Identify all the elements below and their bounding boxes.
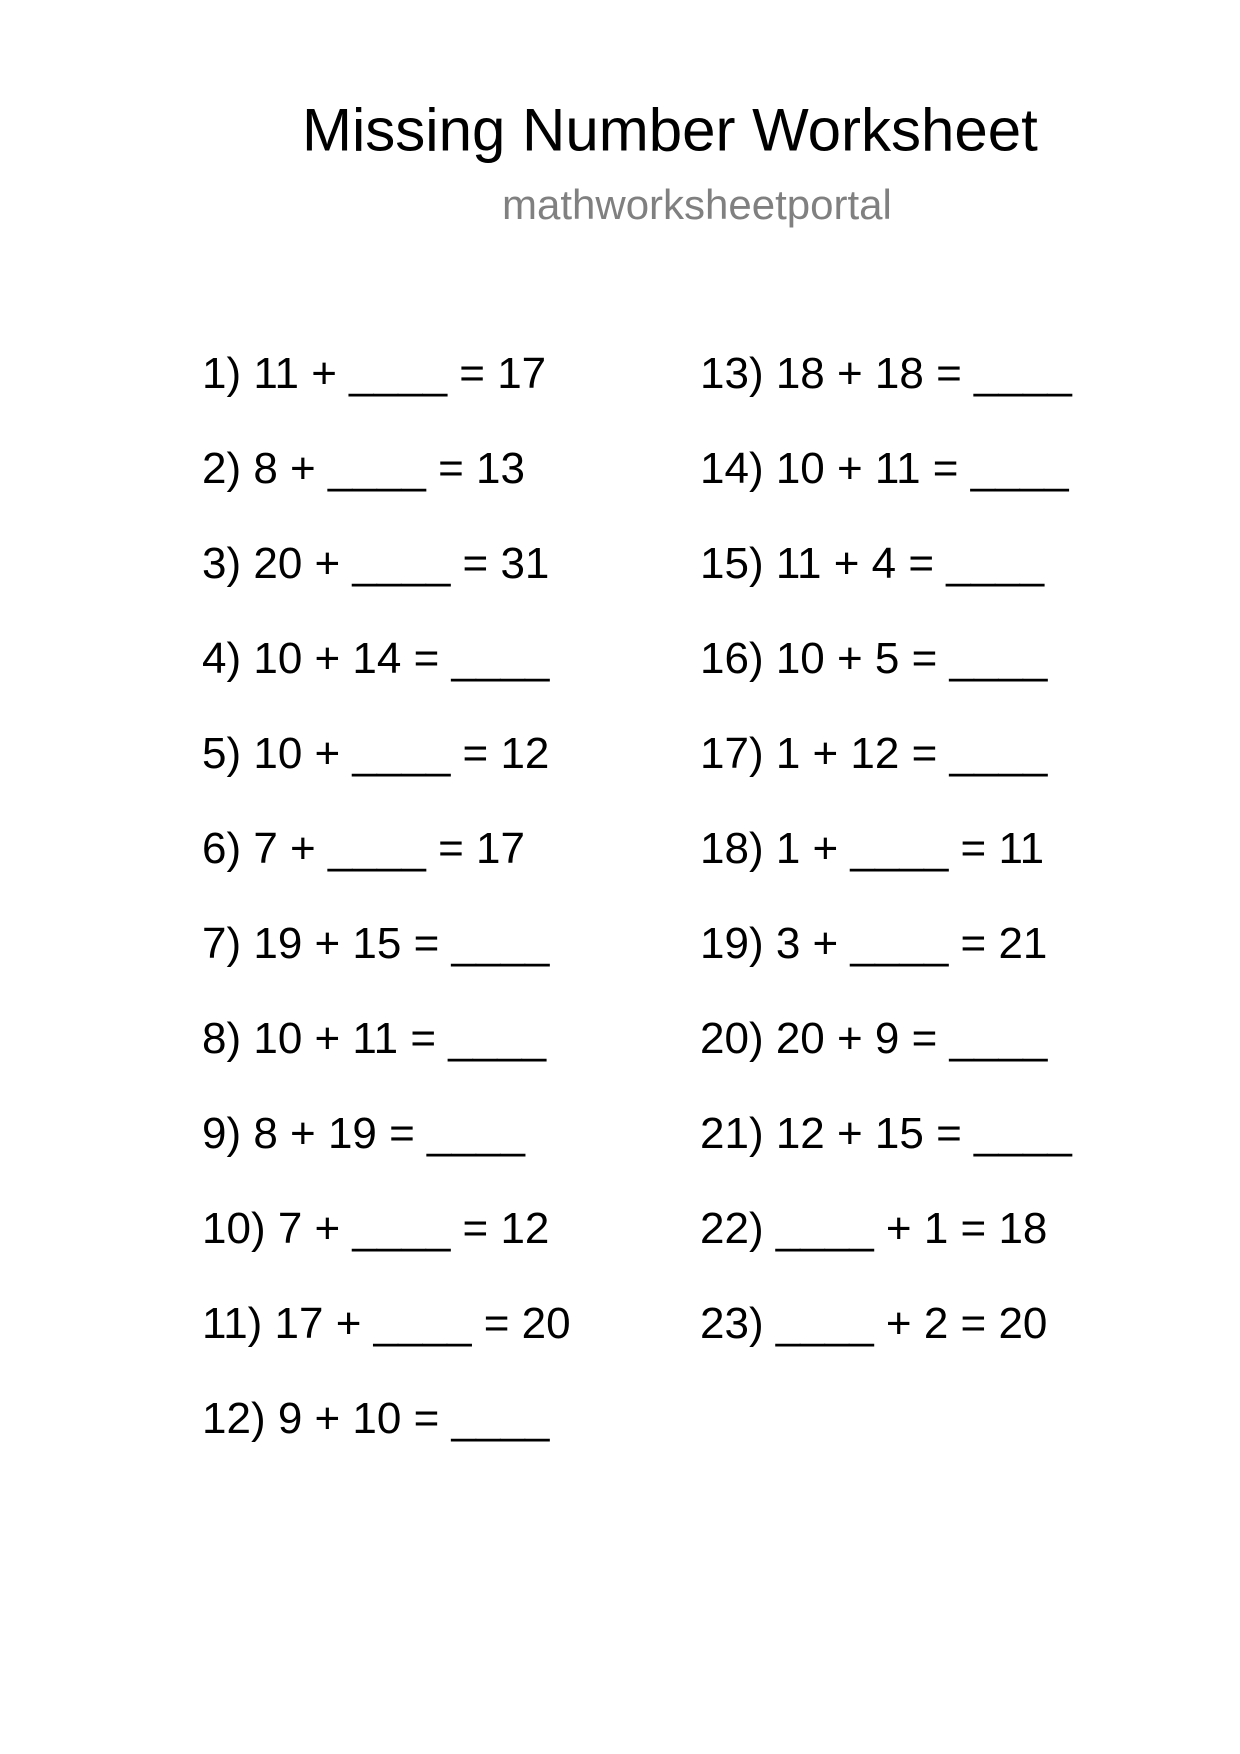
problem-item: 7) 19 + 15 = ____ [202,919,550,969]
problem-item: 5) 10 + ____ = 12 [202,729,550,779]
problem-item: 11) 17 + ____ = 20 [202,1299,571,1349]
problem-item: 12) 9 + 10 = ____ [202,1394,550,1444]
problem-item: 15) 11 + 4 = ____ [700,539,1045,589]
problem-item: 3) 20 + ____ = 31 [202,539,550,589]
problem-item: 16) 10 + 5 = ____ [700,634,1048,684]
problem-item: 18) 1 + ____ = 11 [700,824,1045,874]
problem-item: 19) 3 + ____ = 21 [700,919,1048,969]
problem-item: 21) 12 + 15 = ____ [700,1109,1072,1159]
problem-item: 4) 10 + 14 = ____ [202,634,550,684]
problem-item: 22) ____ + 1 = 18 [700,1204,1048,1254]
problem-item: 13) 18 + 18 = ____ [700,349,1072,399]
problem-item: 20) 20 + 9 = ____ [700,1014,1048,1064]
problem-item: 2) 8 + ____ = 13 [202,444,525,494]
problem-item: 17) 1 + 12 = ____ [700,729,1048,779]
problem-item: 10) 7 + ____ = 12 [202,1204,550,1254]
worksheet-title: Missing Number Worksheet [302,96,1038,164]
problem-item: 23) ____ + 2 = 20 [700,1299,1048,1349]
problem-item: 1) 11 + ____ = 17 [202,349,547,399]
problem-item: 8) 10 + 11 = ____ [202,1014,547,1064]
problem-item: 9) 8 + 19 = ____ [202,1109,525,1159]
problem-item: 6) 7 + ____ = 17 [202,824,525,874]
problem-item: 14) 10 + 11 = ____ [700,444,1069,494]
worksheet-source: mathworksheetportal [502,180,892,228]
